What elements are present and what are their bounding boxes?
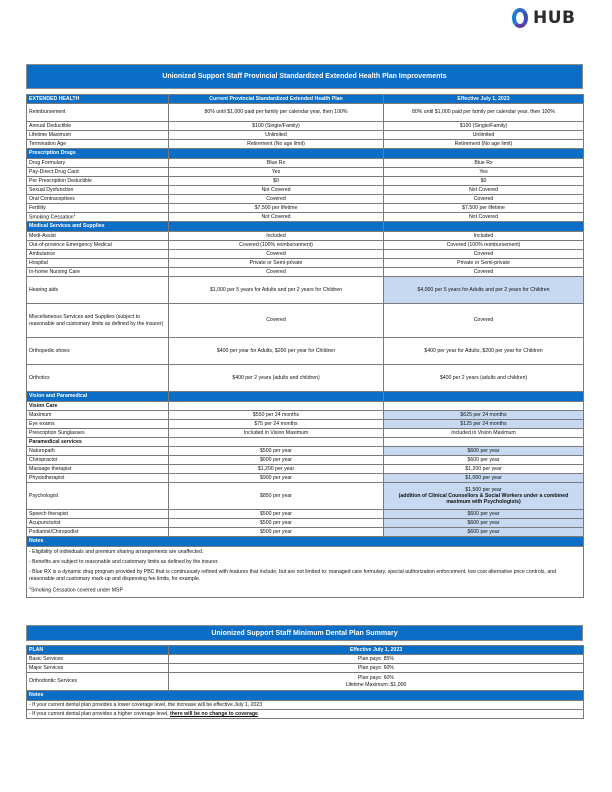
improved-value: $1,000 per year [384, 474, 584, 483]
extended-health-table [26, 94, 584, 598]
table-row: Physiotherapist $900 per year $1,000 per year [27, 474, 584, 483]
table-row: Orthodontic Services Plan pays: 60% Lifetime Maximum: $1,000 [27, 673, 584, 691]
table-row: Chiropractor $600 per year $600 per year [27, 456, 584, 465]
improved-value: $600 per year [384, 510, 584, 519]
column-header: Effective July 1, 2023 [384, 95, 584, 104]
table-row: Smoking Cessation$^1$ Not Covered Not Covered [27, 213, 584, 222]
table-row: Eye exams $75 per 24 months $125 per 24 months [27, 420, 584, 429]
table-header [27, 95, 584, 104]
psychologist-note: (addition of Clinical Counsellors & Social Workers under a combined maximum with Psychologists) [398, 492, 569, 506]
table-row: Basic Services Plan pays: 85% [27, 655, 584, 664]
table-row: Ambulance Covered Covered [27, 250, 584, 259]
table-row: Massage therapist $1,200 per year $1,200 per year [27, 465, 584, 474]
table-row: Per Prescription Deductible $0 $0 [27, 177, 584, 186]
note-row: - If your current dental plan provides a lower coverage level, the increase will be effective July 1, 2023 [27, 701, 584, 710]
note-item: - Eligibility of individuals and premium sharing arrangements are unaffected. [29, 549, 204, 555]
table-row: Termination Age Retirement (No age limit) Retirement (No age limit) [27, 140, 584, 149]
note-item: - Benefits are subject to reasonable and customary limits as defined by the insurer. [29, 559, 219, 566]
improved-value: $125 per 24 months [384, 420, 584, 429]
table-row: Prescription Sunglasses Included in Vision Maximum Included in Vision Maximum [27, 429, 584, 438]
subsection-vision-care: Vision Care [27, 402, 584, 411]
section-header-notes: Notes [27, 691, 584, 701]
hub-logo [512, 8, 576, 28]
section-header-vision-paramedical: Vision and Paramedical [27, 392, 584, 402]
improved-value: $4,000 per 5 years for Adults and per 2 years for Children [384, 277, 584, 304]
emphasized-note: there will be no change to coverage [170, 710, 258, 717]
improved-value: $600 per year [384, 447, 584, 456]
table-row: Psychologist $850 per year $1,500 per year (addition of Clinical Counsellors & Social Workers under a combined maximum with Psychologists) [27, 483, 584, 510]
footnote: $^1$Smoking Cessation covered under MSP [29, 585, 123, 594]
table-row: Maximum $550 per 24 months $625 per 24 months [27, 411, 584, 420]
logo-text: HUB [533, 8, 576, 28]
section-header-notes: Notes [27, 537, 584, 547]
column-header: Effective July 1, 2023 [169, 646, 584, 655]
table-row: Miscellaneous Services and Supplies (subject to reasonable and customary limits as defined by the insurer) Covered Covered [27, 304, 584, 338]
column-header: Current Provincial Standardized Extended Health Plan [169, 95, 384, 104]
table-row: Reimbursement 80% until $1,000 paid per family per calendar year, then 100% 80% until $1,000 paid per family per calendar year, then 100% [27, 104, 584, 122]
dental-plan-table [26, 645, 584, 719]
table-row: Podiatrist/Chiropodist $500 per year $600 per year [27, 528, 584, 537]
table-row: Annual Deductible $100 (Single/Family) $100 (Single/Family) [27, 122, 584, 131]
table-row: Orthopedic shoes $400 per year for Adults, $200 per year for Children $400 per year for Adults, $200 per year for Children [27, 338, 584, 365]
table-row: Speech therapist $500 per year $600 per year [27, 510, 584, 519]
table-row: Hospital Private or Semi-private Private or Semi-private [27, 259, 584, 268]
table-row: Drug Formulary Blue Rx Blue Rx [27, 159, 584, 168]
subsection-paramedical: Paramedical services [27, 438, 584, 447]
table-row: Major Services Plan pays: 60% [27, 664, 584, 673]
improved-value: $600 per year [384, 519, 584, 528]
table-row: Sexual Dysfunction Not Covered Not Covered [27, 186, 584, 195]
column-header: EXTENDED HEALTH [27, 95, 169, 104]
section-header-medical-services: Medical Services and Supplies [27, 222, 584, 232]
note-row: - If your current dental plan provides a higher coverage level, there will be no change to coverage. [27, 710, 584, 719]
improved-value: $625 per 24 months [384, 411, 584, 420]
dental-plan-title: Unionized Support Staff Minimum Dental Plan Summary [26, 625, 583, 641]
improved-value: $600 per year [384, 528, 584, 537]
table-row: In-home Nursing Care Covered Covered [27, 268, 584, 277]
table-header [27, 646, 584, 655]
table-row: Naturopath $500 per year $600 per year [27, 447, 584, 456]
footnote-marker: 1 [73, 213, 76, 218]
table-row: Orthotics $400 per 2 years (adults and children) $400 per 2 years (adults and children) [27, 365, 584, 392]
table-row: Hearing aids $1,000 per 5 years for Adults and per 2 years for Children $4,000 per 5 years for Adults and per 2 years for Children [27, 277, 584, 304]
hub-ring-icon [512, 8, 528, 28]
health-plan-title: Unionized Support Staff Provincial Standardized Extended Health Plan Improvements [26, 64, 583, 89]
table-row: Medi-Assist Included Included [27, 232, 584, 241]
section-header-prescription-drugs: Prescription Drugs [27, 149, 584, 159]
table-row: Oral Contraceptives Covered Covered [27, 195, 584, 204]
table-row: Out-of-province Emergency Medical Covered (100% reimbursement) Covered (100% reimbursement) [27, 241, 584, 250]
notes-row [27, 547, 584, 598]
column-header: PLAN [27, 646, 169, 655]
note-item: - Blue RX is a dynamic drug program provided by PBC that is continuously refined with features that include, but are not limited to: managed care formulary, special authorization enforcement, low cost alternative price controls, and reasonable and customary mark-up and dispensing fee limits, for example. [29, 569, 556, 582]
improved-value: $1,500 per year (addition of Clinical Counsellors & Social Workers under a combined maximum with Psychologists) [384, 483, 584, 510]
table-row: Pay-Direct Drug Card Yes Yes [27, 168, 584, 177]
table-row: Lifetime Maximum Unlimited Unlimited [27, 131, 584, 140]
table-row: Fertility $7,500 per lifetime $7,500 per lifetime [27, 204, 584, 213]
table-row: Acupuncturist $500 per year $600 per year [27, 519, 584, 528]
